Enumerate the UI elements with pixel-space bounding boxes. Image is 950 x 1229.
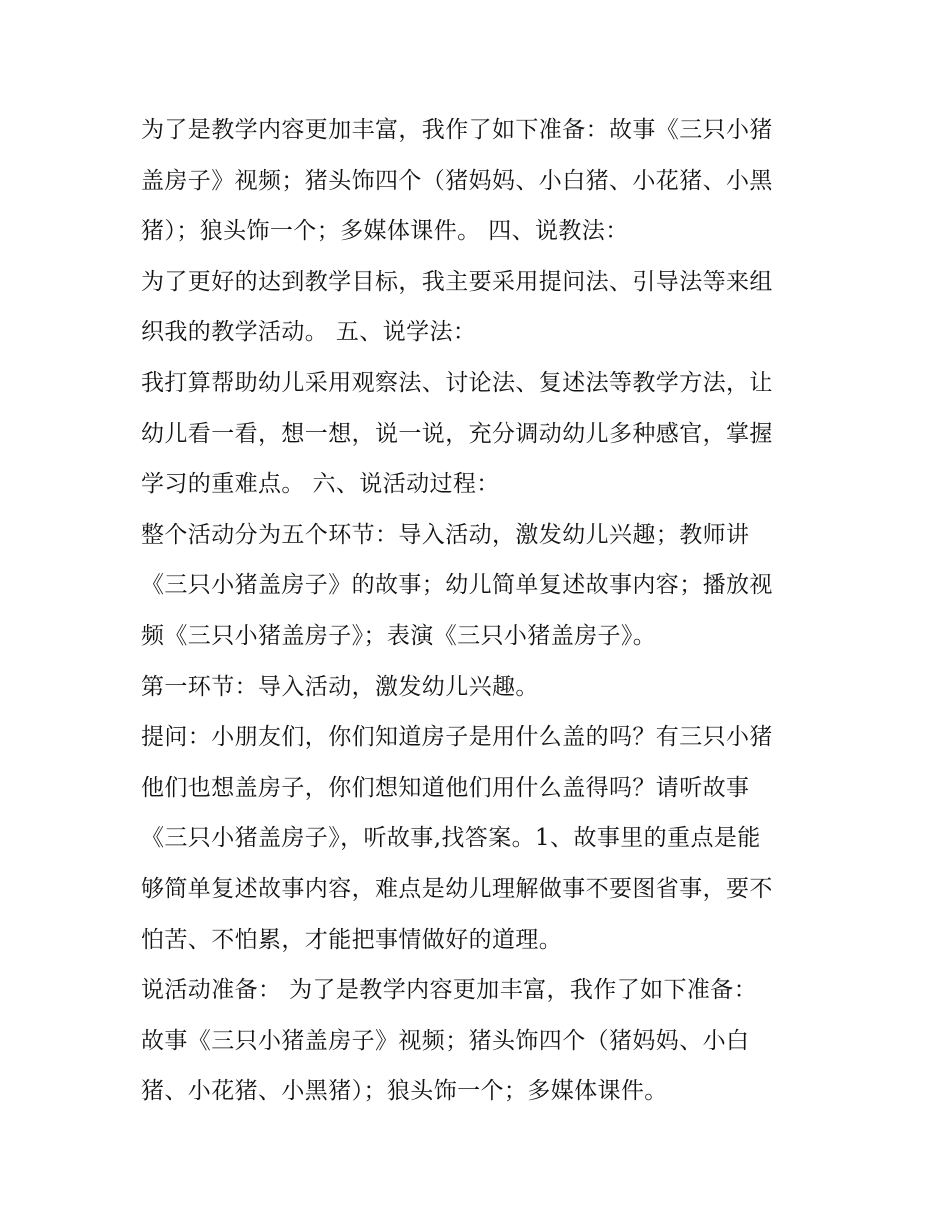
text-line: 提问：小朋友们，你们知道房子是用什么盖的吗？有三只小猪 bbox=[141, 724, 773, 751]
text-line: 为了更好的达到教学目标，我主要采用提问法、引导法等来组 bbox=[141, 268, 773, 295]
text-line: 说活动准备： 为了是教学内容更加丰富，我作了如下准备： bbox=[141, 977, 758, 1004]
text-line: 盖房子》视频；猪头饰四个（猪妈妈、小白猪、小花猪、小黑 bbox=[141, 167, 773, 194]
text-line: 整个活动分为五个环节：导入活动，激发幼儿兴趣；教师讲 bbox=[141, 521, 750, 548]
text-line: 故事《三只小猪盖房子》视频；猪头饰四个（猪妈妈、小白 bbox=[141, 1027, 750, 1054]
text-line: 《三只小猪盖房子》的故事；幼儿简单复述故事内容；播放视 bbox=[141, 572, 773, 599]
text-line: 他们也想盖房子，你们想知道他们用什么盖得吗？请听故事 bbox=[141, 774, 750, 801]
text-line: 怕苦、不怕累，才能把事情做好的道理。 bbox=[141, 926, 563, 953]
text-line: 为了是教学内容更加丰富，我作了如下准备：故事《三只小猪 bbox=[141, 117, 773, 143]
text-line: 《三只小猪盖房子》，听故事,找答案。1、故事里的重点是能 bbox=[141, 825, 761, 852]
text-line: 猪、小花猪、小黑猪）；狼头饰一个；多媒体课件。 bbox=[141, 1078, 668, 1105]
text-line: 够简单复述故事内容，难点是幼儿理解做事不要图省事，要不 bbox=[141, 875, 773, 902]
text-line: 第一环节：导入活动，激发幼儿兴趣。 bbox=[141, 673, 539, 700]
text-line: 幼儿看一看，想一想，说一说，充分调动幼儿多种感官，掌握 bbox=[141, 420, 773, 447]
text-line: 学习的重难点。 六、说活动过程： bbox=[141, 471, 500, 498]
text-line: 频《三只小猪盖房子》；表演《三只小猪盖房子》。 bbox=[141, 622, 657, 649]
text-line: 织我的教学活动。 五、说学法： bbox=[141, 319, 477, 346]
text-line: 我打算帮助幼儿采用观察法、讨论法、复述法等教学方法，让 bbox=[141, 369, 773, 396]
text-line: 猪）；狼头饰一个；多媒体课件。 四、说教法： bbox=[141, 218, 629, 245]
document-body bbox=[141, 105, 821, 1117]
